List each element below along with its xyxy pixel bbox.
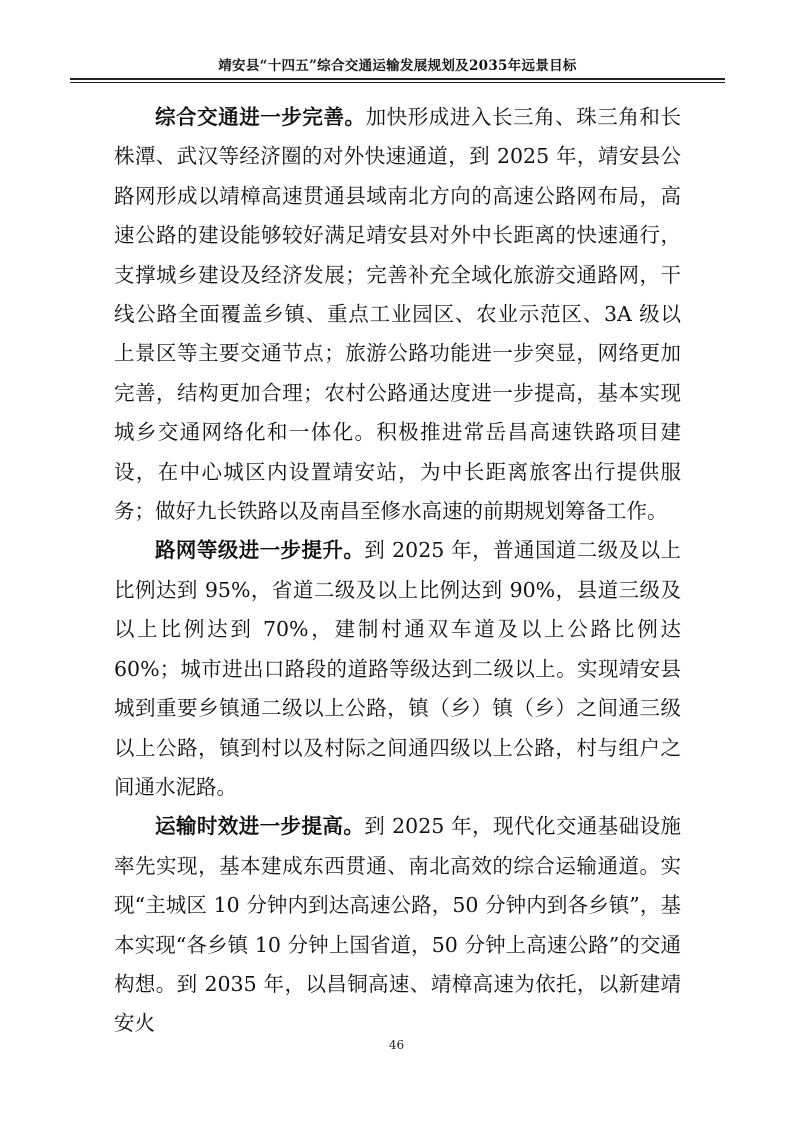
paragraph-lead: 路网等级进一步提升。 [155,538,365,563]
header-rule-thin [70,82,725,83]
page-header [70,0,725,84]
header-rule-thick [70,78,725,80]
document-body [114,98,681,1044]
paragraph-transport-efficiency [114,807,681,1043]
paragraph-text: 到 2025 年，普通国道二级及以上比例达到 95%，省道二级及以上比例达到 90%，县道三级及以上比例达到 70%，建制村通双车道及以上公路比例达 60%；城市进出口路段的道路等级达到二级以上。实现靖安县城到重要乡镇通二级以上公路，镇（乡）镇（乡）之间通三级以上公路，镇到村以及村际之间通四级以上公路，村与组户之间通水泥路。 [114,538,682,799]
paragraph-road-grade [114,531,681,807]
header-title: 靖安县“十四五”综合交通运输发展规划及2035年远景目标 [218,58,577,74]
paragraph-lead: 综合交通进一步完善。 [155,105,366,129]
paragraph-text: 到 2025 年，现代化交通基础设施率先实现，基本建成东西贯通、南北高效的综合运输通道。实现“主城区 10 分钟内到达高速公路，50 分钟内到各乡镇”，基本实现“各乡镇 10 分钟上国省道，50 分钟上高速公路”的交通构想。到 2035 年，以昌铜高速、靖樟高速为依托，以新建靖安火 [114,814,682,1036]
paragraph-text: 加快形成进入长三角、珠三角和长株潭、武汉等经济圈的对外快速通道，到 2025 年，靖安县公路网形成以靖樟高速贯通县域南北方向的高速公路网布局，高速公路的建设能够较好满足靖安县对外中长距离的快速通行，支撑城乡建设及经济发展；完善补充全域化旅游交通路网，干线公路全面覆盖乡镇、重点工业园区、农业示范区、3A 级以上景区等主要交通节点；旅游公路功能进一步突显，网络更加完善，结构更加合理；农村公路通达度进一步提高，基本实现城乡交通网络化和一体化。积极推进常岳昌高速铁路项目建设，在中心城区内设置靖安站，为中长距离旅客出行提供服务；做好九长铁路以及南昌至修水高速的前期规划筹备工作。 [114,105,681,524]
paragraph-integrated-transport [114,98,681,531]
page-number: 46 [388,1038,405,1052]
paragraph-lead: 运输时效进一步提高。 [155,814,365,839]
